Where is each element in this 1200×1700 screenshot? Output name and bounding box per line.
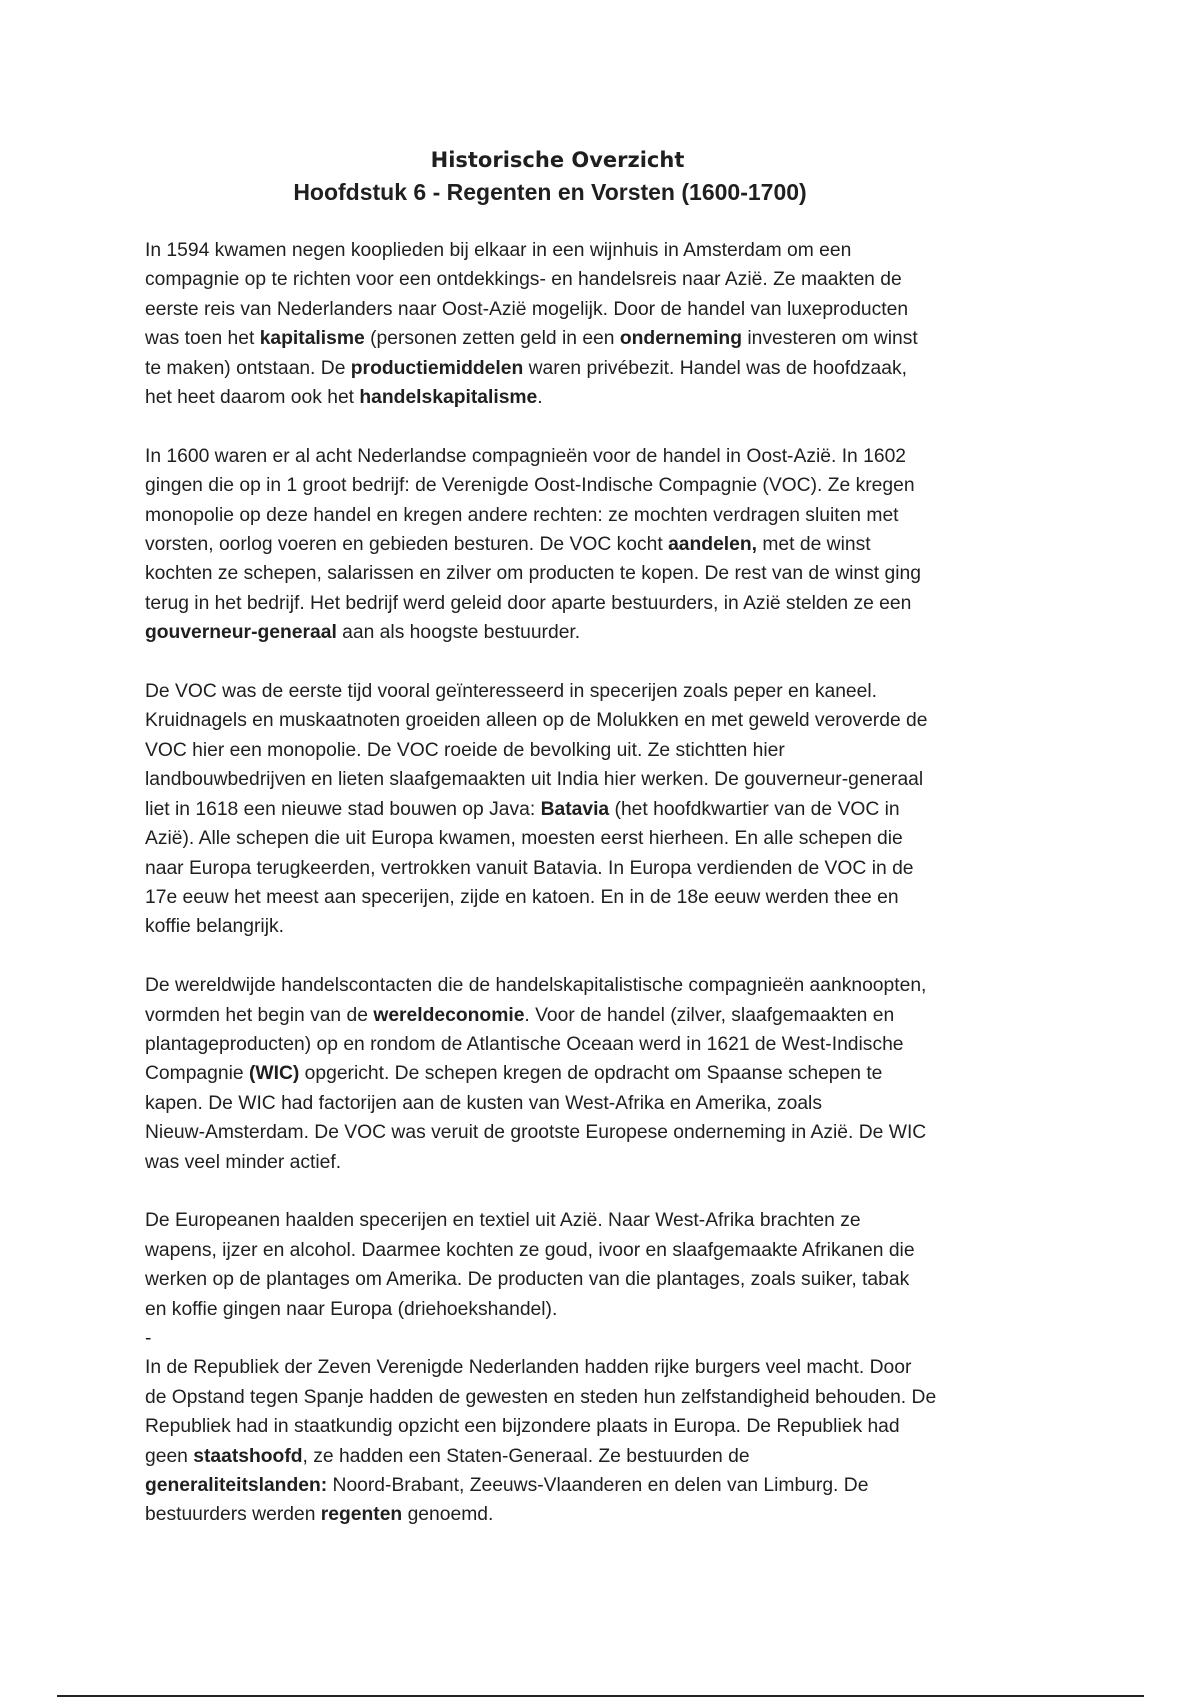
text-line: [145, 1383, 1065, 1412]
text-line: [145, 265, 1065, 294]
text-line: [145, 912, 1065, 941]
text-segment: aan als hoogste bestuurder.: [336, 622, 581, 644]
text-segment: geen: [145, 1445, 194, 1467]
document-body: [145, 236, 1065, 1559]
text-segment: kapen. De WIC had factorijen aan de kusten van West-Afrika en Amerika, zoals: [145, 1092, 822, 1114]
text-segment: Compagnie: [145, 1063, 249, 1085]
text-segment: De VOC was de eerste tijd vooral geïnteresseerd in specerijen zoals peper en kaneel.: [145, 681, 878, 703]
text-segment: was veel minder actief.: [145, 1151, 342, 1173]
text-segment: eerste reis van Nederlanders naar Oost-Azië mogelijk. Door de handel van luxeproducten: [145, 298, 909, 320]
text-segment: genoemd.: [402, 1504, 494, 1526]
text-segment: vorsten, oorlog voeren en gebieden besturen. De VOC kocht: [145, 534, 669, 556]
text-segment: .: [537, 387, 543, 409]
bold-term: staatshoofd: [193, 1445, 303, 1467]
text-line: [145, 854, 1065, 883]
text-segment: landbouwbedrijven en lieten slaafgemaakten uit India hier werken. De gouverneur-generaal: [145, 769, 924, 791]
footer-divider: [57, 1695, 1144, 1697]
text-segment: waren privébezit. Handel was de hoofdzaak,: [523, 357, 907, 379]
text-segment: koffie belangrijk.: [145, 916, 284, 938]
text-segment: Nieuw-Amsterdam. De VOC was veruit de grootste Europese onderneming in Azië. De WIC: [145, 1122, 927, 1144]
text-line: [145, 1030, 1065, 1059]
text-segment: was toen het: [145, 328, 260, 350]
bold-term: regenten: [320, 1504, 403, 1526]
text-segment: De Europeanen haalden specerijen en textiel uit Azië. Naar West-Afrika brachten ze: [145, 1210, 861, 1232]
text-line: [145, 824, 1065, 853]
text-line: [145, 1206, 1065, 1235]
text-line: [145, 442, 1065, 471]
text-segment: VOC hier een monopolie. De VOC roeide de bevolking uit. Ze stichtten hier: [145, 739, 785, 761]
bold-term: (WIC): [248, 1063, 300, 1085]
text-line: [145, 1148, 1065, 1177]
bold-term: handelskapitalisme: [359, 387, 538, 409]
text-segment: naar Europa terugkeerden, vertrokken vanuit Batavia. In Europa verdienden de VOC in de: [145, 857, 914, 879]
text-segment: . Voor de handel (zilver, slaafgemaakten en: [524, 1004, 895, 1026]
text-segment: terug in het bedrijf. Het bedrijf werd geleid door aparte bestuurders, in Azië stelden ze een: [145, 592, 912, 614]
text-line: [145, 1001, 1065, 1030]
text-segment: (het hoofdkwartier van de VOC in: [609, 798, 900, 820]
paragraph-3: [145, 677, 1065, 942]
text-line: [145, 559, 1065, 588]
text-line: [145, 1500, 1065, 1529]
paragraph-1: [145, 236, 1065, 412]
text-line: [145, 1265, 1065, 1294]
text-segment: te maken) ontstaan. De: [145, 357, 351, 379]
bold-term: aandelen,: [668, 534, 758, 556]
text-segment: compagnie op te richten voor een ontdekkings- en handelsreis naar Azië. Ze maakten de: [145, 269, 902, 291]
text-line: [145, 1412, 1065, 1441]
text-line: [145, 295, 1065, 324]
bold-term: gouverneur-generaal: [145, 622, 337, 644]
text-segment: wapens, ijzer en alcohol. Daarmee kochten ze goud, ivoor en slaafgemaakte Afrikanen die: [145, 1239, 915, 1261]
text-segment: gingen die op in 1 groot bedrijf: de Verenigde Oost-Indische Compagnie (VOC). Ze kregen: [145, 475, 915, 497]
text-segment: opgericht. De schepen kregen de opdracht om Spaanse schepen te: [299, 1063, 883, 1085]
paragraph-4: [145, 971, 1065, 1177]
text-segment: Azië). Alle schepen die uit Europa kwamen, moesten eerst hierheen. En alle schepen die: [145, 828, 903, 850]
text-segment: en koffie gingen naar Europa (driehoekshandel).: [145, 1298, 558, 1320]
text-line: [145, 1442, 1065, 1471]
text-line: [145, 471, 1065, 500]
text-line: [145, 765, 1065, 794]
text-segment: werken op de plantages om Amerika. De producten van die plantages, zoals suiker, tabak: [145, 1269, 910, 1291]
text-segment: het heet daarom ook het: [145, 387, 360, 409]
bold-term: onderneming: [619, 328, 742, 350]
text-line: [145, 236, 1065, 265]
text-line: [145, 736, 1065, 765]
document-title: Historische Overzicht: [430, 148, 685, 172]
text-segment: monopolie op deze handel en kregen andere rechten: ze mochten verdragen sluiten met: [145, 504, 899, 526]
text-segment: plantageproducten) op en rondom de Atlantische Oceaan werd in 1621 de West-Indische: [145, 1033, 904, 1055]
bold-term: productiemiddelen: [350, 357, 524, 379]
text-line: [145, 383, 1065, 412]
text-segment: Kruidnagels en muskaatnoten groeiden alleen op de Molukken en met geweld veroverde de: [145, 710, 928, 732]
text-line: [145, 1353, 1065, 1382]
bold-term: wereldeconomie: [373, 1004, 525, 1026]
text-line: [145, 1471, 1065, 1500]
text-segment: , ze hadden een Staten-Generaal. Ze bestuurden de: [302, 1445, 750, 1467]
document-subtitle: Hoofdstuk 6 - Regenten en Vorsten (1600-1700): [293, 179, 807, 205]
text-line: [145, 795, 1065, 824]
text-segment: Republiek had in staatkundig opzicht een bijzondere plaats in Europa. De Republiek had: [145, 1416, 900, 1438]
text-line: [145, 530, 1065, 559]
text-line: [145, 677, 1065, 706]
paragraph-6: [145, 1353, 1065, 1529]
text-segment: investeren om winst: [741, 328, 918, 350]
text-segment: kochten ze schepen, salarissen en zilver om producten te kopen. De rest van de winst ging: [145, 563, 921, 585]
text-segment: vormden het begin van de: [145, 1004, 374, 1026]
text-segment: In de Republiek der Zeven Verenigde Nederlanden hadden rijke burgers veel macht. Door: [145, 1357, 912, 1379]
text-segment: 17e eeuw het meest aan specerijen, zijde en katoen. En in de 18e eeuw werden thee en: [145, 886, 899, 908]
text-line: [145, 1295, 1065, 1324]
text-line: [145, 589, 1065, 618]
text-line: [145, 1089, 1065, 1118]
text-segment: bestuurders werden: [145, 1504, 321, 1526]
text-segment: Noord-Brabant, Zeeuws-Vlaanderen en delen van Limburg. De: [327, 1475, 869, 1496]
text-line: [145, 324, 1065, 353]
text-segment: De wereldwijde handelscontacten die de handelskapitalistische compagnieën aanknoopten,: [145, 975, 927, 997]
text-segment: met de winst: [757, 534, 871, 556]
text-line: [145, 1236, 1065, 1265]
bold-term: kapitalisme: [259, 328, 365, 350]
text-segment: In 1600 waren er al acht Nederlandse compagnieën voor de handel in Oost-Azië. In 1602: [145, 445, 907, 467]
text-segment: -: [145, 1327, 152, 1349]
text-segment: (personen zetten geld in een: [364, 328, 620, 350]
text-line: [145, 1324, 1065, 1353]
bold-term: generaliteitslanden:: [145, 1475, 328, 1496]
text-segment: liet in 1618 een nieuwe stad bouwen op Java:: [145, 798, 541, 820]
paragraph-5: [145, 1206, 1065, 1353]
text-line: [145, 971, 1065, 1000]
text-line: [145, 883, 1065, 912]
text-line: [145, 1118, 1065, 1147]
text-line: [145, 501, 1065, 530]
text-line: [145, 354, 1065, 383]
text-segment: In 1594 kwamen negen kooplieden bij elkaar in een wijnhuis in Amsterdam om een: [145, 240, 852, 261]
text-segment: de Opstand tegen Spanje hadden de gewesten en steden hun zelfstandigheid behouden. De: [145, 1386, 937, 1408]
text-line: [145, 1059, 1065, 1088]
text-line: [145, 706, 1065, 735]
bold-term: Batavia: [540, 798, 610, 820]
paragraph-2: [145, 442, 1065, 648]
text-line: [145, 618, 1065, 647]
